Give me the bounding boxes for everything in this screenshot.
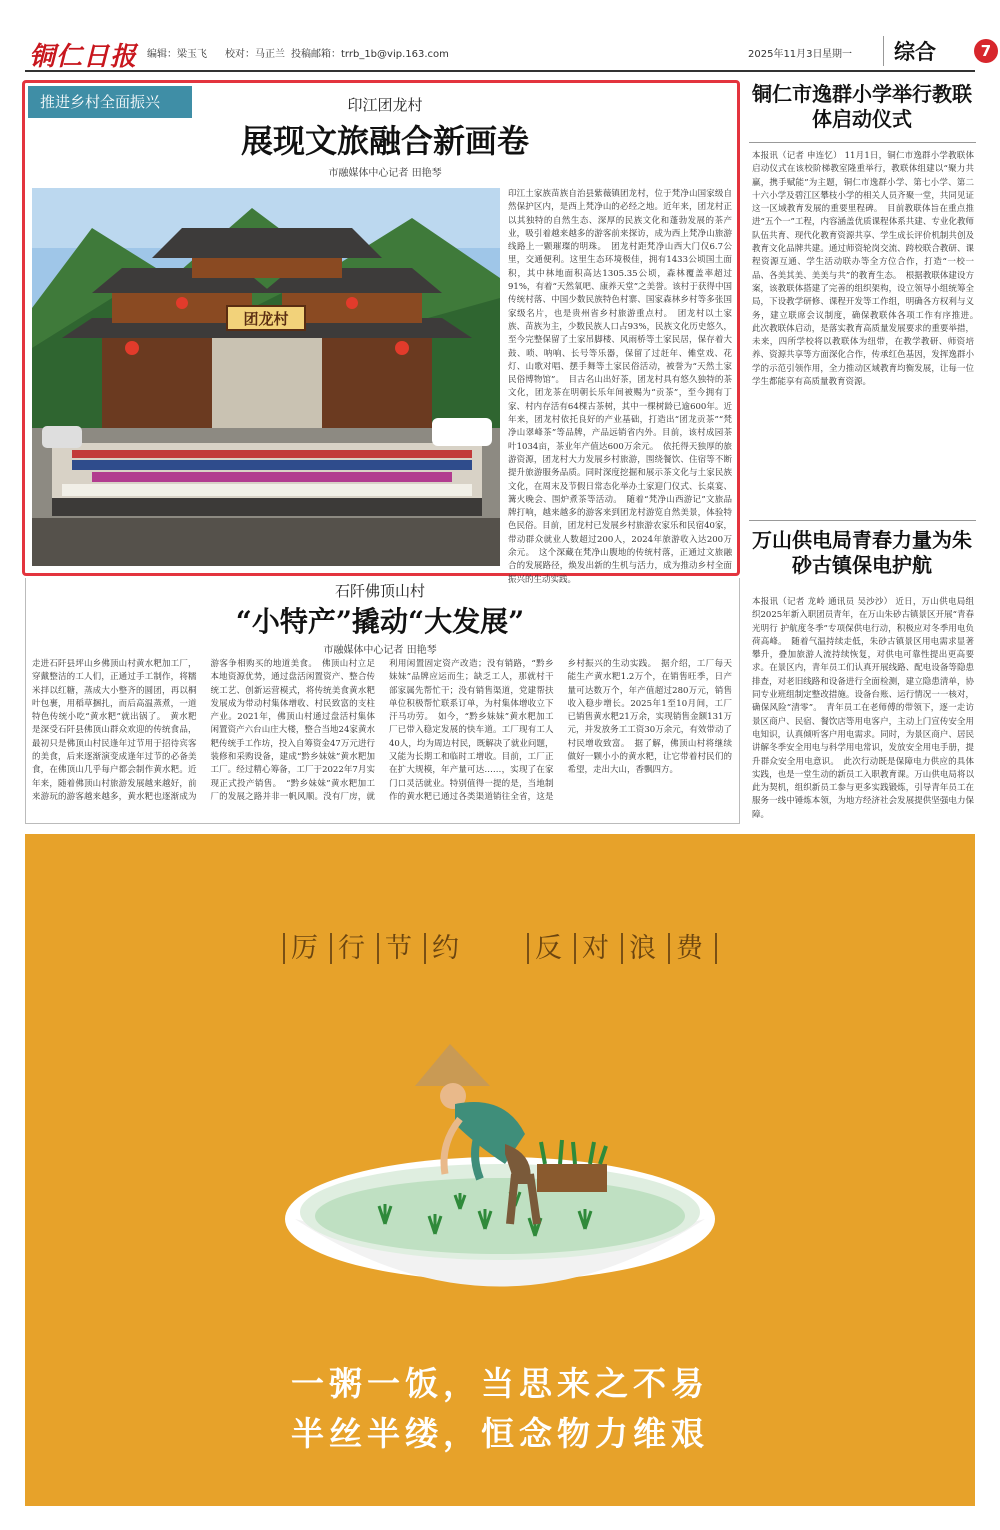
page-number: 7: [974, 39, 998, 63]
sidebar-1-body-text: 本报讯（记者 申连忆） 11月1日，铜仁市逸群小学教联体启动仪式在该校阶梯教室隆重举行，教联体组建以“聚力共赢，携手赋能”为主题，铜仁市逸群小学、第七小学、第二十六小学及碧江区攀枝小学的相关人员齐聚一堂，共同见证这一区域教育发展的重要里程碑。 目前教联体旨在重点推进“五个一”工程，内容涵盖优质课程体系共建、专业化教师队伍共育、现代化教育资源共享、学生成长评价机制共创及教育文化品牌共建。通过师资轮岗交流、跨校联合教研、课程资源互通、学生活动联办等全方位合作，打造“一校一品、各美其美、美美与共”的教育生态。 根据教联体建设方案，该教联体搭建了完善的组织架构，设立领导小组统筹全局，下设教学研修、课程开发等工作组，明确各方权利与义务，建立联席会议制度，确保教联体各项工作有序推进。 此次教联体启动，是落实教育高质量发展要求的重要举措，未来，四所学校将以教联体为纽带，在教学教研、师资培养、资源共享等方面深化合作，传承红色基因，发挥逸群小学的示范引领作用，全力推动区域教育均衡发展，让每一位学生都能享有高质量教育资源。: [752, 151, 983, 388]
village-gate-photo[interactable]: [32, 188, 500, 566]
feature-headline[interactable]: 展现文旅融合新画卷: [240, 122, 529, 160]
slogan-char: 厉: [283, 933, 330, 964]
slogan-char: 行: [330, 933, 377, 964]
issue-date: 2025年11月3日: [748, 49, 823, 60]
feature-byline: 市融媒体中心记者 田艳琴: [328, 168, 442, 179]
article-2-byline: 市融媒体中心记者 田艳琴: [323, 645, 437, 656]
submission-email: 投稿邮箱：trrb_1b@vip.163.com: [291, 49, 449, 60]
sidebar-2-headline[interactable]: 万山供电局青春力量为朱砂古镇保电护航: [752, 528, 972, 577]
masthead: [25, 30, 992, 72]
feature-body-text: 印江土家族苗族自治县紫薇镇团龙村，位于梵净山国家级自然保护区内，是西上梵净山的必经之地。近年来，团龙村正以其独特的自然生态、深厚的民族文化和蓬勃发展的茶产业，吸引着越来越多的游客前来探访，成为西上梵净山旅游线路上一颗璀璨的明珠。 团龙村距梵净山西大门仅6.7公里，交通便利。这里生态环境极佳，拥有1433公顷国土面积，其中林地面积高达1305.35公顷，森林覆盖率超过91%，有着“天然氧吧、康养天堂”之美誉。该村于获得中国传统村落、中国少数民族特色村寨、国家森林乡村等多张国家级名片，也是贵州省乡村旅游重点村。 团龙村以土家族、苗族为主，少数民族人口占93%，民族文化历史悠久，至今完整保留了土家吊脚楼、风雨桥等土家民居，保存着大鼓、唢、呐响、长号等乐器，保留了过赶年、傩堂戏、花灯、山歌对唱、摆手舞等土家民俗活动，被誉为“天然土家民俗博物馆”。 目古名山出好茶，团龙村具有悠久独特的茶文化，团龙茶在明朝长乐年间被赐为“贡茶”，至今拥有丁家、村内存活有64棵古茶树，其中一棵树龄已逾600年。近年来，团龙村依托良好的产业基础，打造出“团龙贡茶”“梵净山翠峰茶”等品牌，产品远销省内外。目前，该村成园茶叶1034亩，茶业年产值达600万余元。 依托得天独厚的旅游资源，团龙村大力发展乡村旅游，围绕餐饮、住宿等不断提升旅游服务品质。同时深度挖掘和展示茶文化与土家民族文化，在周末及节假日常态化举办土家迎门仪式、长桌宴、篝火晚会、围炉煮茶等活动。 随着“梵净山西游记”文旅品牌打响，越来越多的游客来到团龙村游览自然美景，体验特色民俗。目前，团龙村已发展乡村旅游农家乐和民宿40家，带动群众就业人数超过200人，2024年旅游收入达200万余元。 这个深藏在梵净山腹地的传统村落，正通过文旅融合的发展路径，焕发出新的生机与活力，成为推动乡村全面振兴的生动实践。: [508, 189, 732, 585]
slogan-char: 节: [377, 933, 424, 964]
poem-line-1: 一粥一饭，当思来之不易: [291, 1364, 709, 1403]
sidebar-2-body-text: 本报讯（记者 龙岭 通讯员 吴沙沙） 近日，万山供电局组织2025年新入职团员青年，在万山朱砂古镇景区开展“青春光明行 护航度冬季”专项保供电行动，积极应对冬季用电负荷高峰。 随着气温持续走低，朱砂古镇景区用电需求显著攀升，叠加旅游人流持续恢复，对供电可靠性提出更高要求。在景区内，青年员工们认真开展线路、配电设备等隐患排查，对老旧线路和设备进行全面检测，建立隐患清单，协同专业班组制定整改措施。设备台账、运行情况一一核对，确保风险“清零”。 青年员工在老师傅的带领下，逐一走访景区商户、民宿、餐饮店等用电客户，主动上门宣传安全用电知识，认真倾听客户用电需求。同时，为景区商户、居民讲解冬季安全用电与科学用电常识，发放安全用电手册，提升群众安全用电意识。 此次行动既是保障电力供应的具体实践，也是一堂生动的新员工入职教育课。万山供电局将以此为契机，组织新员工参与更多实践锻炼，引导青年员工在服务一线中锤炼本领，为地方经济社会发展提供坚强电力保障。: [752, 597, 974, 820]
slogan-char: 对: [574, 933, 621, 964]
proofreader-credit: 校对：马正兰: [225, 49, 285, 60]
feature-kicker: 印江团龙村: [347, 96, 423, 114]
sidebar-divider: [749, 142, 976, 143]
sidebar-divider-2: [749, 520, 976, 521]
article-2-headline[interactable]: “小特产”撬动“大发展”: [235, 605, 525, 638]
rice-bowl-farmer-illustration: [275, 1024, 725, 1324]
column-tag: 推进乡村全面振兴: [28, 86, 192, 118]
banner-slogan: [25, 926, 975, 965]
photo-illustration: [32, 188, 500, 566]
sidebar-1-headline[interactable]: 铜仁市逸群小学举行教联体启动仪式: [752, 82, 972, 131]
article-2-kicker: 石阡佛顶山村: [334, 582, 425, 600]
editor-credit: 编辑：梁玉飞: [147, 49, 207, 60]
issue-weekday: 星期一: [822, 49, 852, 60]
slogan-char: 浪: [621, 933, 668, 964]
newspaper-logo: 铜仁日报: [29, 42, 138, 72]
section-name: 综合: [883, 36, 936, 66]
poem-line-2: 半丝半缕，恒念物力维艰: [291, 1414, 709, 1453]
slogan-char: 费: [668, 933, 717, 964]
slogan-char: 反: [527, 933, 574, 964]
slogan-char: 约: [424, 933, 471, 964]
thrift-banner: [25, 834, 975, 1506]
article-2-body-text: 走进石阡县坪山乡佛顶山村黄水粑加工厂，穿戴整洁的工人们，正通过手工制作，将糯米拌以红糖，蒸成大小整齐的圆团，再以桐叶包裹，用稻草捆扎，而后高温蒸煮，一道特色传统小吃“黄水粑”就出锅了。 黄水粑是深受石阡县佛顶山群众欢迎的传统食品，最初只是佛顶山村民逢年过节用于招待宾客的美食，后来逐渐演变成逢年过节的必备美食，在佛顶山几乎每户都会制作黄水粑。近年来，随着佛顶山村旅游发展越来越好，前来游玩的游客越来越多，黄水粑也逐渐成为游客争相购买的地道美食。 佛顶山村立足本地资源优势，通过盘活闲置资产、整合传统工艺、创新运营模式，将传统美食黄水粑发展成为带动村集体增收、村民致富的支柱产业。2021年，佛顶山村通过盘活村集体闲置资产六台山庄大楼，整合当地24家黄水粑传统手工作坊，投入自筹资金47万元进行装修和采购设备，建成“黔乡妹妹”黄水粑加工厂。经过精心筹备，工厂于2022年7月实现正式投产销售。 “黔乡妹妹”黄水粑加工厂的发展之路并非一帆风顺。没有厂房，就利用闲置固定资产改造；没有销路，“黔乡妹妹”品牌应运而生；缺乏工人，那就村干部家属先帮忙干；没有销售渠道，党建帮扶单位积极帮忙联系订单，为村集体增收立下汗马功劳。 如今，“黔乡妹妹”黄水粑加工厂已带入稳定发展的快车道。工厂现有工人40人，均为周边村民，既解决了就业问题，又能为长期工和临时工增收。目前，工厂正在扩大规模，年产量可达……，实现了在家门口灵活就业。特别值得一提的是，当地制作的黄水粑已通过各类渠道销往全省，这是乡村振兴的生动实践。 据介绍，工厂每天能生产黄水粑1.2万个，在销售旺季，日产量可达数万个，年产值超过280万元，销售收入稳步增长。2025年1至10月间，工厂已销售黄水粑21万余，实现销售金额131万元，并发放务工工资30万余元，有效带动了村民增收致富。 据了解，佛顶山村将继续做好一颗小小的黄水粑，让它带着村民们的希望，走出大山，香飘四方。: [32, 659, 732, 802]
gate-sign-text: 团龙村: [243, 310, 289, 328]
